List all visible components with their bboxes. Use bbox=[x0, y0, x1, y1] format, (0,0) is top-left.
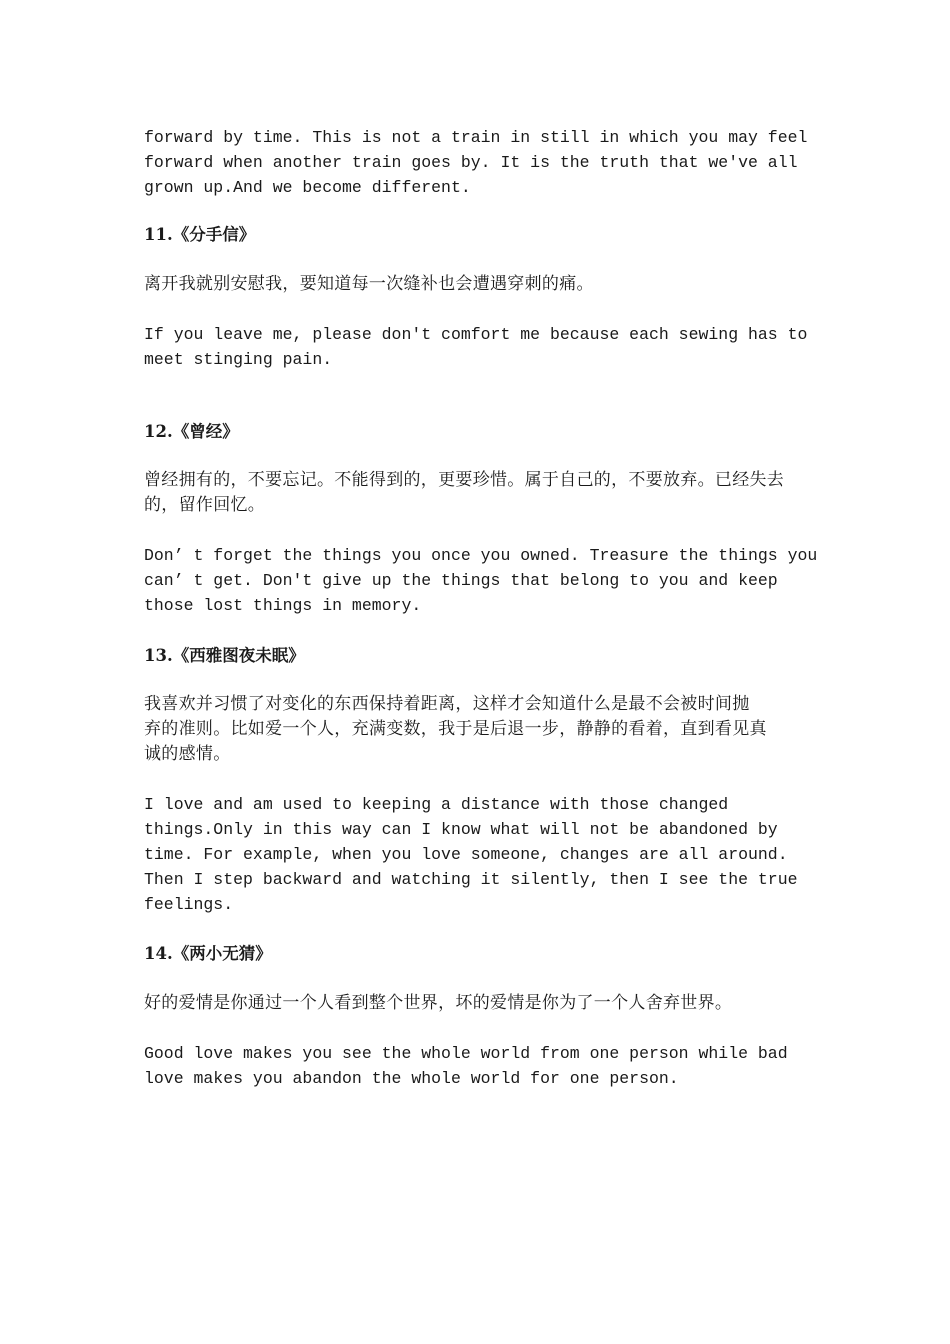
chinese-paragraph bbox=[144, 692, 767, 767]
text-line: feelings. bbox=[144, 895, 234, 914]
text-line: grown up.And we become different. bbox=[144, 178, 471, 197]
english-paragraph bbox=[144, 322, 807, 372]
text-line: meet stinging pain. bbox=[144, 350, 333, 369]
text-line: forward when another train goes by. It is the truth that we've all bbox=[144, 153, 798, 172]
chinese-paragraph: 离开我就别安慰我，要知道每一次缝补也会遭遇穿刺的痛。 bbox=[144, 274, 594, 294]
text-line: Don’ t forget the things you once you owned. Treasure the things you bbox=[144, 546, 818, 565]
chinese-paragraph bbox=[144, 468, 784, 518]
text-line: I love and am used to keeping a distance with those changed bbox=[144, 795, 729, 814]
text-line: 曾经拥有的，不要忘记。不能得到的，更要珍惜。属于自己的，不要放弃。已经失去 bbox=[144, 470, 785, 490]
english-paragraph bbox=[144, 1041, 788, 1091]
intro-paragraph bbox=[144, 125, 807, 200]
text-line: 我喜欢并习惯了对变化的东西保持着距离，这样才会知道什么是最不会被时间抛 bbox=[144, 694, 750, 714]
text-line: things.Only in this way can I know what will not be abandoned by bbox=[144, 820, 778, 839]
section-heading: 13.《西雅图夜未眠》 bbox=[144, 646, 305, 665]
text-line: those lost things in memory. bbox=[144, 596, 422, 615]
text-line: love makes you abandon the whole world for one person. bbox=[144, 1069, 679, 1088]
chinese-paragraph: 好的爱情是你通过一个人看到整个世界，坏的爱情是你为了一个人舍弃世界。 bbox=[144, 993, 733, 1013]
text-line: time. For example, when you love someone, changes are all around. bbox=[144, 845, 788, 864]
section-heading: 14.《两小无猜》 bbox=[144, 944, 272, 963]
text-line: forward by time. This is not a train in still in which you may feel bbox=[144, 128, 808, 147]
english-paragraph bbox=[144, 792, 798, 917]
section-heading: 12.《曾经》 bbox=[144, 422, 239, 441]
text-line: 弃的准则。比如爱一个人，充满变数，我于是后退一步，静静的看着，直到看见真 bbox=[144, 719, 767, 739]
english-paragraph bbox=[144, 543, 817, 618]
text-line: 诚的感情。 bbox=[144, 744, 231, 764]
text-line: Then I step backward and watching it silently, then I see the true bbox=[144, 870, 798, 889]
text-line: If you leave me, please don't comfort me because each sewing has to bbox=[144, 325, 808, 344]
section-heading: 11.《分手信》 bbox=[144, 225, 256, 244]
text-line: 的，留作回忆。 bbox=[144, 495, 266, 515]
text-line: can’ t get. Don't give up the things that belong to you and keep bbox=[144, 571, 778, 590]
text-line: Good love makes you see the whole world from one person while bad bbox=[144, 1044, 788, 1063]
